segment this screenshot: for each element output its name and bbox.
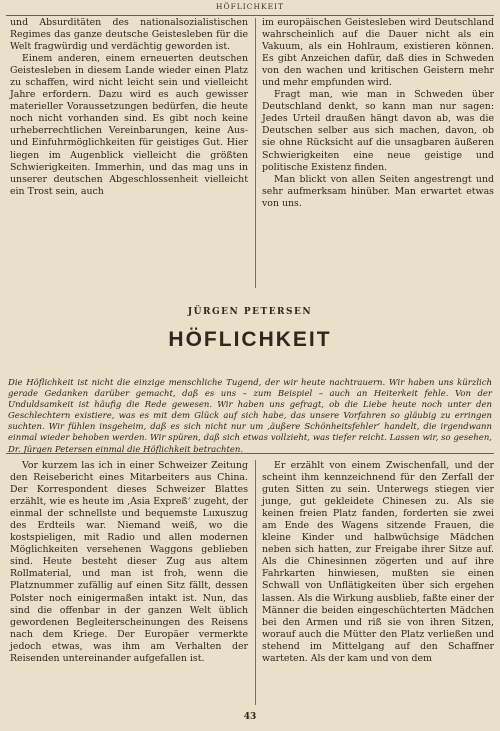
paragraph: Man blickt von allen Seiten angestrengt und sehr aufmerksam hinüber. Man erwartet etwas von uns. [262, 173, 494, 209]
top-right-column [262, 17, 494, 210]
paragraph: im europäischen Geistesleben wird Deutschland wahrscheinlich auf die Dauer nicht als ein Vakuum, als ein Hohlraum, existieren können. Es gibt Anzeichen dafür, daß dies in Schweden von den wachen und kritischen Geistern mehr und mehr empfunden wird. [262, 17, 494, 89]
article-title: HÖFLICHKEIT [168, 328, 332, 351]
paragraph: Einem anderen, einem erneuerten deutschen Geistesleben in diesem Lande wieder einen Platz zu schaffen, wird nicht leicht sein und vielleicht Jahre erfordern. Dazu wird es auch gewisser materieller Voraussetzungen bedürfen, die heute noch nicht vorhanden sind. Es gibt noch keine urheberrechtlichen Vereinbarungen, keine Aus- und Einfuhrmöglichkeiten für geistiges Gut. Hier liegen im Augenblick vielleicht die größten Schwierigkeiten. Immerhin, und das mag uns in unserer deutschen Abgeschlossenheit vielleicht ein Trost sein, auch [10, 53, 248, 197]
paragraph: Er erzählt von einem Zwischenfall, und der scheint ihm kennzeichnend für den Zerfall der guten Sitten zu sein. Unterwegs stiegen vier junge, gut gekleidete Chinesen zu. Als sie keinen freien Platz fanden, forderten sie zwei am Ende des Wagens sitzende Frauen, die kleine Kinder und halbwüchsige Mädchen neben sich hatten, zur Freigabe ihrer Sitze auf. Als die Chinesinnen zögerten und auf ihre Fahrkarten hinwiesen, mußten sie einen Schwall von Unflätigkeiten über sich ergehen lassen. Als die Wirkung ausblieb, faßte einer der Männer die beiden eingeschüchterten Mädchen bei den Armen und riß sie von ihren Sitzen, worauf auch die Mütter den Platz verließen und stehend im Mittelgang auf den Schaffner warteten. Als der kam und von dem [262, 460, 494, 664]
article-right-column [262, 460, 494, 665]
page-number: 43 [243, 712, 257, 722]
paragraph: Vor kurzem las ich in einer Schweizer Zeitung den Reisebericht eines Mitarbeiters aus China. Der Korrespondent dieses Schweizer Blattes erzählt, wie es heute im ‚Asia Expreß‘ zugeht, der einmal der schnellste und bequemste Luxuszug des Erdteils war. Niemand weiß, wo die kostspieligen, mit Radio und allen modernen Möglichkeiten versehenen Waggons geblieben sind. Heute besteht dieser Zug aus altem Rollmaterial, und man ist froh, wenn die Platznummer zufällig auf einen Sitz fällt, dessen Polster noch einigermaßen intakt ist. Nun, das sind die offenbar in der ganzen Welt üblich gewordenen Begleiterscheinungen des Reisens nach dem Kriege. Der Europäer vermerkte jedoch etwas, was ihm am Verhalten der Reisenden untereinander aufgefallen ist. [10, 460, 248, 664]
article-lead: Die Höflichkeit ist nicht die einzige menschliche Tugend, der wir heute nachtrauern. Wir haben uns kürzlich gerade Gedanken darüber gemacht, daß es uns – zum Beispiel – auch an Heiterkeit fehle. Von der Unduldsamkeit ist häufig die Rede gewesen. Wir haben uns gefragt, ob die Liebe heute noch unter den Geschlechtern existiere, was es mit dem Glück auf sich habe, das unsere Vorfahren so gläubig zu erringen suchten. Wir fühlen insgeheim, daß es sich nicht nur um ‚äußere Schönheitsfehler‘ handelt, die irgendwann einmal wieder behoben werden. Wir spüren, daß sich etwas vollzieht, was tiefer reicht. Lassen wir, so gesehen, Dr. Jürgen Petersen einmal die Höflichkeit betrachten. [8, 378, 492, 455]
paragraph: Fragt man, wie man in Schweden über Deutschland denkt, so kann man nur sagen: Jedes Urteil draußen hängt davon ab, was die Deutschen selber aus sich machen, davon, ob sie ohne Rücksicht auf die unsagbaren äußeren Schwierigkeiten eine neue geistige und politische Existenz finden. [262, 89, 494, 173]
running-head: HÖFLICHKEIT [215, 2, 285, 11]
top-rule [6, 15, 494, 16]
lead-rule [6, 453, 494, 454]
article-left-column [10, 460, 248, 665]
top-left-column [10, 17, 248, 198]
column-divider [255, 18, 256, 288]
column-divider [255, 460, 256, 705]
paragraph: und Absurditäten des nationalsozialistischen Regimes das ganze deutsche Geistesleben für die Welt fragwürdig und verdächtig geworden ist. [10, 17, 248, 53]
article-author: JÜRGEN PETERSEN [187, 307, 313, 317]
